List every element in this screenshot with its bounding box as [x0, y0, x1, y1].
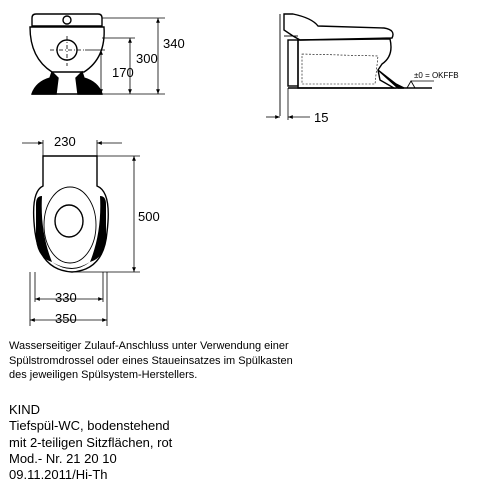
- side-view-trap-hatch: [302, 54, 378, 84]
- dim-front-height-total: 340: [163, 36, 185, 51]
- top-view-bowl-rim: [44, 187, 96, 263]
- installation-note: [9, 339, 429, 383]
- dim-front-height-seat: 300: [136, 51, 158, 66]
- model-number: Mod.- Nr. 21 20 10: [9, 450, 117, 466]
- dim-base-width-inner: 330: [55, 290, 77, 305]
- front-view-flush-button: [63, 16, 71, 24]
- side-view: [266, 14, 434, 120]
- dim-base-width-outer: 350: [55, 311, 77, 326]
- note-line-1: Wasserseitiger Zulauf-Anschluss unter Verwendung einer: [9, 340, 289, 352]
- title-block: [9, 402, 309, 483]
- product-description-2: mit 2-teiligen Sitzflächen, rot: [9, 434, 173, 450]
- date-author: 09.11.2011/Hi-Th: [9, 467, 108, 483]
- side-view-connector: [288, 40, 298, 86]
- dim-side-wall-distance: 15: [314, 110, 329, 125]
- note-line-3: des jeweiligen Spülsystem-Herstellers.: [9, 369, 198, 381]
- floor-reference-label: ±0 = OKFFB: [414, 71, 459, 80]
- dim-front-height-outlet: 170: [112, 65, 134, 80]
- side-view-foot: [378, 70, 404, 88]
- product-name: KIND: [9, 402, 41, 417]
- note-line-2: Spülstromdrossel oder eines Staueinsatzes im Spülkasten: [9, 354, 293, 367]
- top-view: [22, 140, 140, 326]
- top-view-bowl-opening: [55, 205, 83, 237]
- floor-reference-marker: [407, 81, 415, 88]
- front-view-foot-right: [76, 72, 102, 94]
- front-view-foot-left: [32, 72, 58, 94]
- side-view-bowl: [298, 39, 394, 88]
- side-view-tank: [284, 14, 393, 40]
- dim-top-width: 230: [54, 134, 76, 149]
- product-description-1: Tiefspül-WC, bodenstehend: [9, 418, 170, 434]
- dim-top-length: 500: [138, 209, 160, 224]
